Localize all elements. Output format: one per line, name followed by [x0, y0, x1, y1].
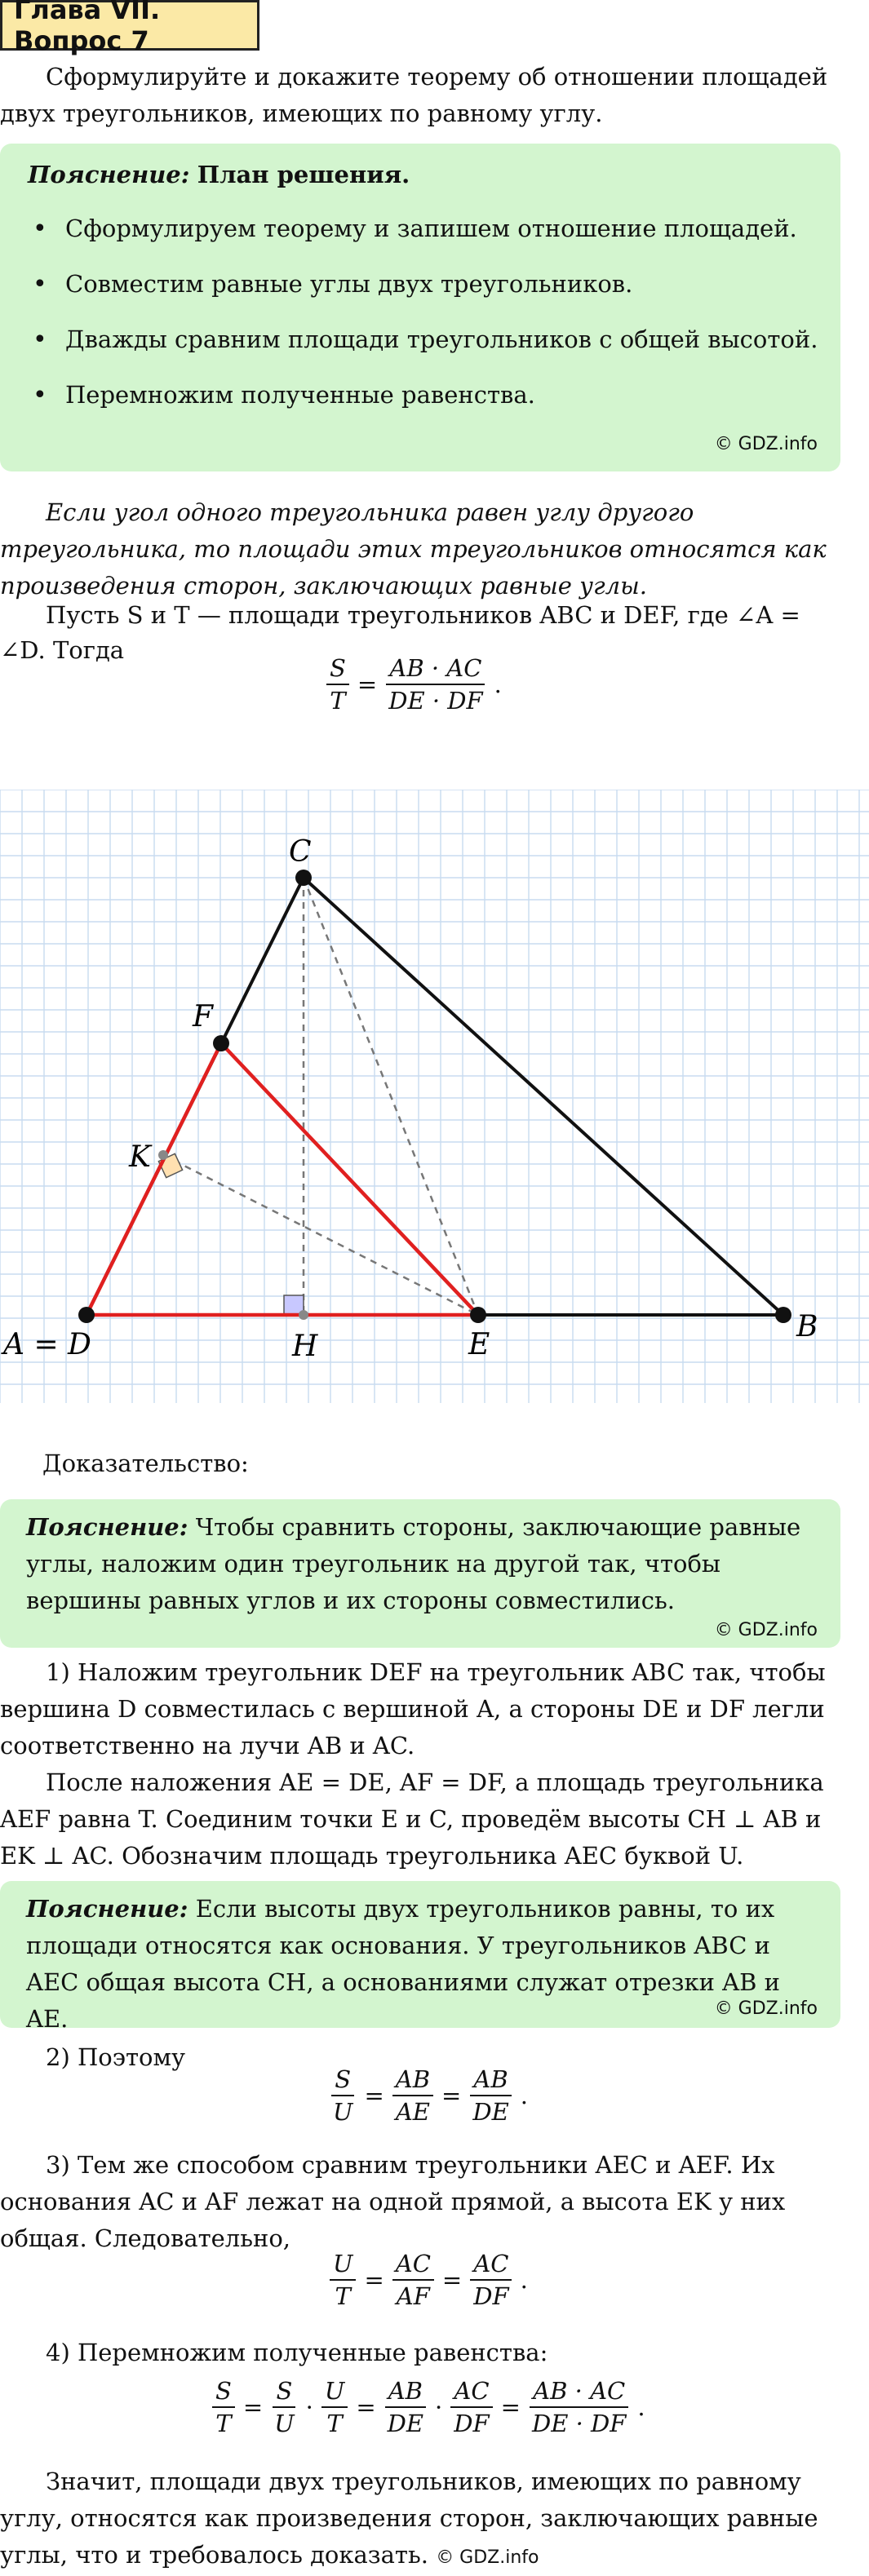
triangle-figure — [0, 790, 869, 1403]
setup-line-2: ∠D. Тогда — [0, 636, 125, 664]
point-k — [158, 1150, 168, 1160]
proof-label: Доказательство: — [42, 1450, 249, 1477]
grid — [0, 790, 869, 1403]
label-a: A = D — [3, 1328, 91, 1361]
step2-intro: 2) Поэтому — [46, 2043, 186, 2071]
plan-bullet: • Дважды сравним площади треугольников с общей высотой. — [65, 321, 818, 358]
question-text: Сформулируйте и докажите теорему об отношении площадей двух треугольников, имеющих по равному углу. — [0, 63, 828, 127]
explanation-box-overlay — [0, 1499, 840, 1648]
explanation-text: Пояснение: Если высоты двух треугольников равны, то их площади относятся как основания. У треугольников ABC и AEC общая высота CH, а основаниями служат отрезки AB и AE. — [26, 1895, 780, 2033]
explanation-box-heights — [0, 1881, 840, 2033]
label-k: K — [129, 1140, 151, 1174]
plan-heading: План решения. — [197, 161, 410, 188]
label-h: H — [292, 1330, 318, 1363]
fraction: $\frac{S}{T}$ — [326, 653, 349, 716]
plan-label: Пояснение: — [28, 161, 190, 188]
plan-bullet: • Сформулируем теорему и запишем отношение площадей. — [65, 210, 797, 247]
label-c: C — [289, 835, 312, 869]
label-f: F — [193, 1000, 213, 1033]
copyright-badge: © GDZ.info — [714, 434, 818, 454]
copyright-badge: © GDZ.info — [436, 2547, 539, 2568]
formula-u-over-t: $\frac{U}{T}$ = $\frac{AC}{AF}$ = $\frac{AC}{DF}$ . — [330, 2248, 528, 2312]
label-b: B — [796, 1310, 818, 1343]
dashed-height-ek — [163, 1155, 478, 1315]
plan-bullet: • Совместим равные углы двух треугольников. — [65, 266, 632, 303]
point-c — [295, 870, 312, 886]
plan-heading-line — [28, 157, 410, 193]
point-b — [775, 1307, 791, 1323]
step1-paragraph-2: После наложения AE = DE, AF = DF, а площадь треугольника AEF равна T. Соединим точки E и C, проведём высоты CH ⊥ AB и EK ⊥ AC. Обозначим площадь треугольника AEC буквой U. — [0, 1768, 824, 1870]
label-e: E — [468, 1328, 490, 1361]
conclusion-text: Значит, площади двух треугольников, имеющих по равному углу, относятся как произведения сторон, заключающих равные углы, что и требовалось доказать. © GDZ.info — [0, 2468, 818, 2569]
page-title: Глава VII. Вопрос 7 — [0, 0, 259, 51]
setup-line-1: Пусть S и T — площади треугольников ABC и DEF, где ∠A = — [46, 601, 800, 629]
step3-text: 3) Тем же способом сравним треугольники AEC и AEF. Их основания AC и AF лежат на одной прямой, а высота EK у них общая. Следовательно, — [0, 2151, 786, 2252]
formula-s-over-u: $\frac{S}{U}$ = $\frac{AB}{AE}$ = $\frac{AB}{DE}$ . — [333, 2065, 528, 2126]
fraction: $\frac{AB \cdot AC}{DE \cdot DF}$ — [385, 653, 485, 716]
point-a — [78, 1307, 95, 1323]
copyright-badge: © GDZ.info — [714, 1620, 818, 1640]
plan-explanation-box — [0, 144, 840, 471]
formula-area-ratio: $\frac{S}{T}$ = $\frac{AB \cdot AC}{DE \cdot DF}$ . — [326, 653, 502, 716]
explanation-text: Пояснение: Чтобы сравнить стороны, заключающие равные углы, наложим один треугольник на другой так, чтобы вершины равных углов и их стороны совместились. — [26, 1513, 801, 1614]
theorem-statement: Если угол одного треугольника равен углу другого треугольника, то площади этих треугольников относятся как произведения сторон, заключающих равные углы. — [0, 498, 827, 600]
point-h — [299, 1310, 308, 1320]
copyright-badge: © GDZ.info — [714, 1998, 818, 2019]
point-e — [470, 1307, 486, 1323]
step1-paragraph-1: 1) Наложим треугольник DEF на треугольник ABC так, чтобы вершина D совместилась с вершиной A, а стороны DE и DF легли соответственно на лучи AB и AC. — [0, 1658, 826, 1759]
formula-product: $\frac{S}{T}$ = $\frac{S}{U}$ · $\frac{U}{T}$ = $\frac{AB}{DE}$ · $\frac{AC}{DF}$ = $\frac{AB \cdot AC}{DE \cdot DF}$ . — [212, 2375, 645, 2439]
point-f — [213, 1035, 229, 1051]
plan-bullet: • Перемножим полученные равенства. — [65, 377, 535, 414]
step4-intro: 4) Перемножим полученные равенства: — [46, 2339, 548, 2366]
